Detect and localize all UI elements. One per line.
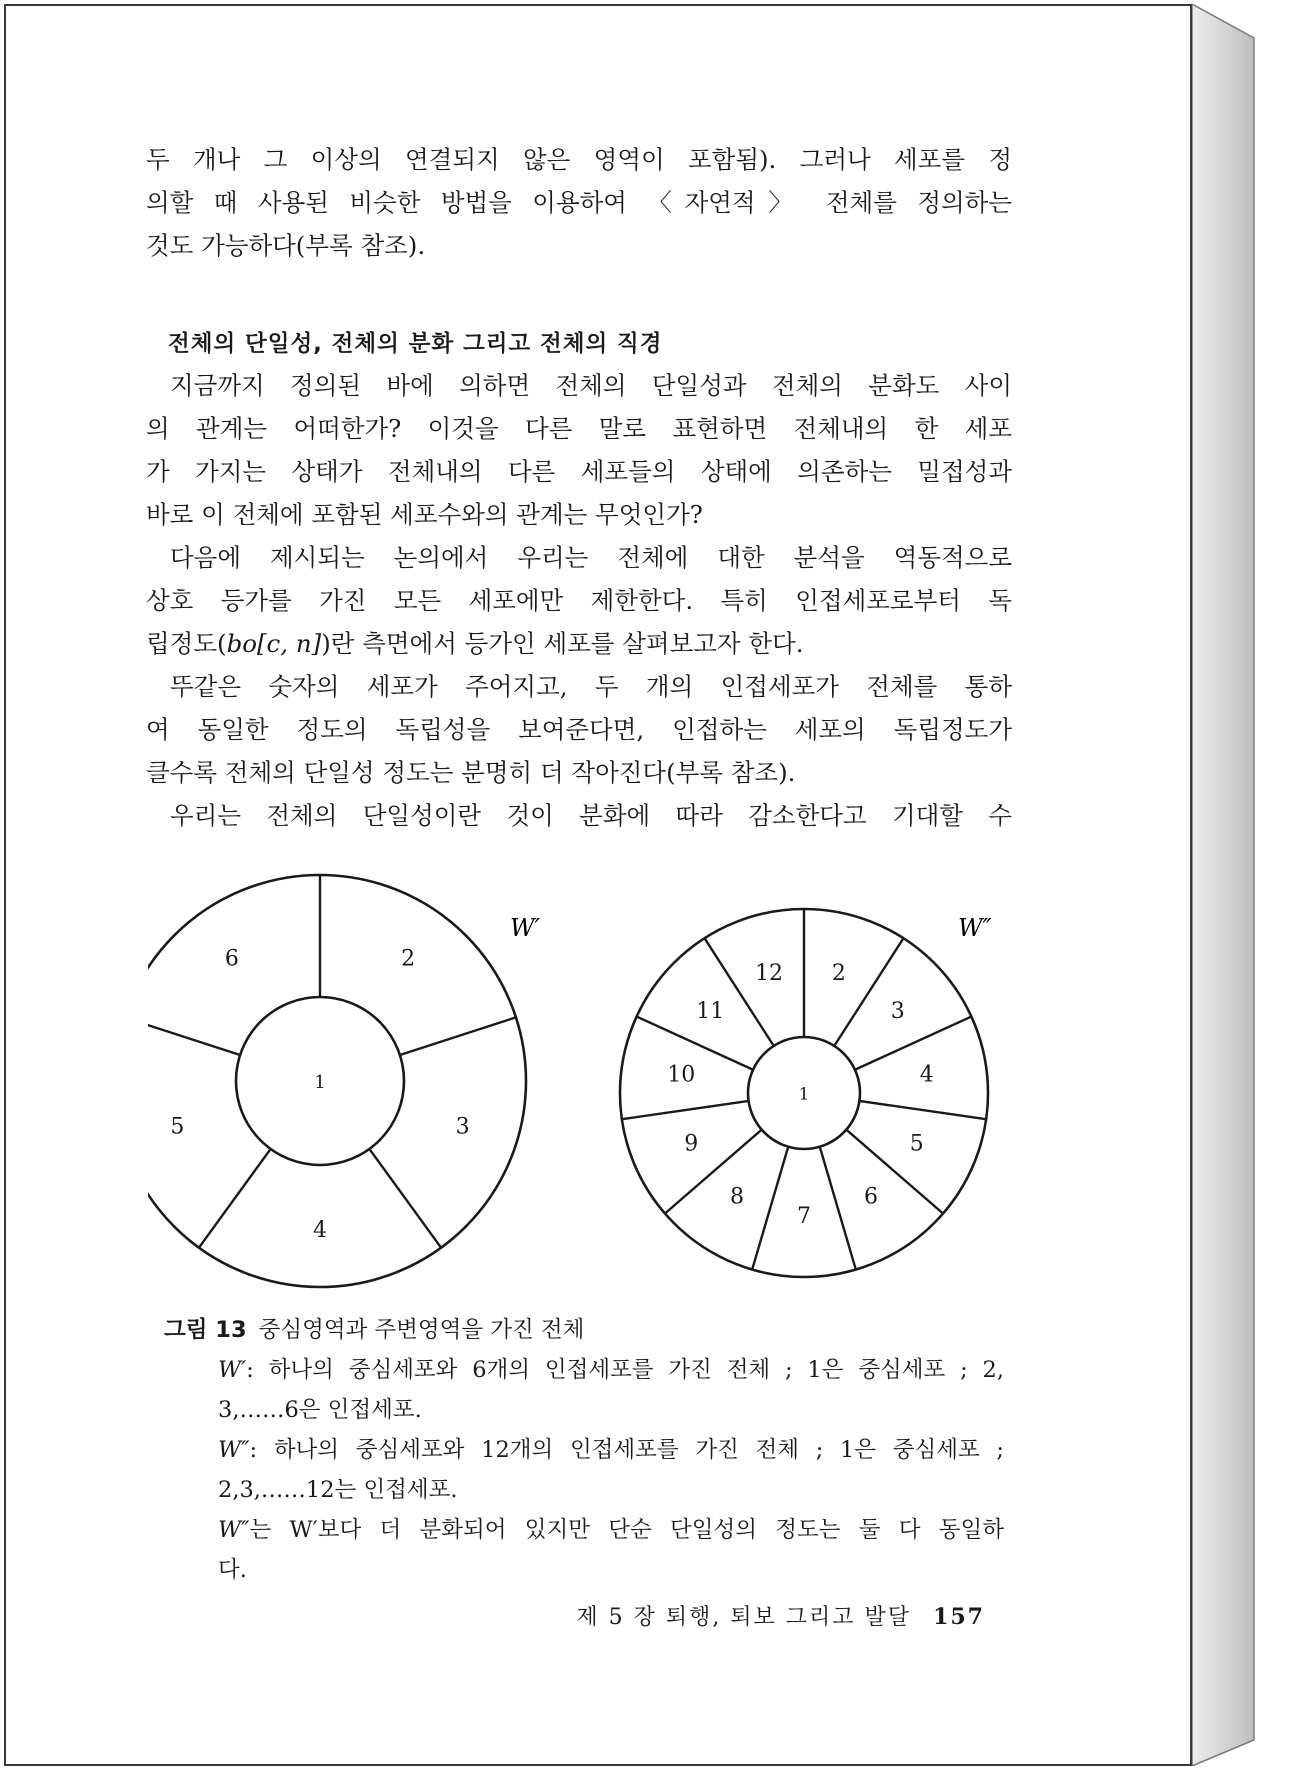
formula: bo[c, n] (226, 629, 322, 658)
caption-symbol: W″ (218, 1437, 250, 1463)
cell-label: 12 (755, 961, 784, 987)
cell-divider (369, 1149, 441, 1248)
opening-paragraph (146, 138, 1012, 267)
paragraph-3-line: 뚜같은 숫자의 세포가 주어지고, 두 개의 인접세포가 전체를 통하 (170, 672, 1012, 701)
cell-divider (846, 1130, 943, 1214)
outer-circle (148, 875, 526, 1287)
paragraph-3-line: 여 동일한 정도의 독립성을 보여준다면, 인접하는 세포의 독립정도가 (146, 715, 1012, 744)
center-label: 1 (798, 1084, 810, 1105)
caption-title-text: 중심영역과 주변영역을 가진 전체 (258, 1317, 585, 1343)
figure-number: 그림 13 (164, 1317, 247, 1343)
cell-label: 8 (729, 1184, 744, 1210)
caption-lines (164, 1350, 1004, 1590)
cell-label: 9 (684, 1131, 699, 1157)
page-footer (576, 1600, 985, 1631)
caption-line (164, 1390, 1004, 1430)
running-footer: 제 5 장 퇴행, 퇴보 그리고 발달 (576, 1605, 912, 1630)
cell-label: 4 (919, 1062, 934, 1088)
paragraph-1-line: 의 관계는 어떠한가? 이것을 다른 말로 표현하면 전체내의 한 세포 (146, 414, 1012, 443)
caption-line (164, 1350, 1004, 1390)
wheel-w-double-prime (620, 909, 988, 1277)
text-line: 것도 가능하다(부록 참조). (146, 231, 426, 260)
paragraph-4-line: 우리는 전체의 단일성이란 것이 분화에 따라 감소한다고 기대할 수 (170, 801, 1012, 830)
cell-divider (665, 1130, 762, 1214)
center-label: 1 (314, 1072, 326, 1093)
caption-symbol: W″ (218, 1517, 250, 1543)
section-heading: 전체의 단일성, 전체의 분화 그리고 전체의 직경 (168, 331, 663, 357)
figure-caption (164, 1310, 1004, 1590)
text-span: 립정도( (146, 629, 227, 658)
caption-text: : 하나의 중심세포와 12개의 인접세포를 가진 전체 ; 1은 중심세포 ; (249, 1437, 1004, 1463)
caption-line (164, 1550, 1004, 1590)
paragraph-2-line (146, 622, 1012, 665)
cell-divider (752, 1147, 788, 1270)
paragraph-1-line: 바로 이 전체에 포함된 세포수와의 관계는 무엇인가? (146, 500, 703, 529)
text-line: 의할 때 사용된 비슷한 방법을 이용하여 〈자연적〉 전체를 정의하는 (146, 188, 1012, 217)
cell-divider (400, 1017, 516, 1055)
cell-divider (855, 1017, 971, 1070)
wheel-w-prime (148, 875, 526, 1287)
text-line: 두 개나 그 이상의 연결되지 않은 영역이 포함됨). 그러나 세포를 정 (146, 145, 1012, 174)
cell-label: 10 (667, 1062, 696, 1088)
cell-divider (820, 1147, 856, 1270)
body-text (146, 364, 1012, 837)
cell-divider (859, 1101, 986, 1119)
caption-title (164, 1310, 1004, 1350)
paragraph-1-line: 지금까지 정의된 바에 의하면 전체의 단일성과 전체의 분화도 사이 (170, 371, 1012, 400)
figure-label-w-double-prime: W″ (958, 914, 992, 942)
text-span: )란 측면에서 등가인 세포를 살펴보고자 한다. (321, 629, 804, 658)
cell-divider (199, 1149, 271, 1248)
caption-text: 3,……6은 인접세포. (218, 1397, 422, 1423)
cell-label: 4 (313, 1218, 327, 1243)
figure-13 (148, 866, 1028, 1296)
cell-divider (705, 938, 774, 1046)
cell-label: 5 (170, 1114, 185, 1140)
paragraph-1-line: 가 가지는 상태가 전체내의 다른 세포들의 상태에 의존하는 밀접성과 (146, 457, 1012, 486)
figure-label-w-prime: W′ (510, 914, 541, 942)
cell-label: 3 (890, 998, 905, 1024)
cell-label: 3 (455, 1114, 470, 1140)
cell-label: 2 (401, 946, 416, 972)
cell-label: 2 (831, 961, 846, 987)
cell-divider (148, 1017, 240, 1055)
cell-label: 5 (909, 1131, 924, 1157)
paragraph-2-line: 상호 등가를 가진 모든 세포에만 제한한다. 특히 인접세포로부터 독 (146, 586, 1012, 615)
cell-label: 6 (224, 946, 239, 972)
caption-line (164, 1430, 1004, 1470)
caption-text: : 하나의 중심세포와 6개의 인접세포를 가진 전체 ; 1은 중심세포 ; 2, (246, 1357, 1004, 1383)
caption-text: 2,3,……12는 인접세포. (218, 1477, 458, 1503)
cell-divider (622, 1101, 749, 1119)
cell-label: 6 (864, 1184, 879, 1210)
cell-divider (831, 938, 903, 1046)
cell-label: 7 (797, 1204, 811, 1229)
paragraph-3-line: 클수록 전체의 단일성 정도는 분명히 더 작아진다(부록 참조). (146, 758, 796, 787)
page-number: 157 (933, 1604, 985, 1630)
caption-text: 는 W′보다 더 분화되어 있지만 단순 단일성의 정도는 둘 다 동일하 (249, 1517, 1004, 1543)
caption-text: 다. (218, 1557, 247, 1583)
page-edge-3d (1192, 4, 1258, 1766)
caption-line (164, 1470, 1004, 1510)
caption-symbol: W′ (218, 1357, 247, 1383)
caption-line (164, 1510, 1004, 1550)
paragraph-2-line: 다음에 제시되는 논의에서 우리는 전체에 대한 분석을 역동적으로 (170, 543, 1012, 572)
cell-label: 11 (696, 998, 725, 1024)
